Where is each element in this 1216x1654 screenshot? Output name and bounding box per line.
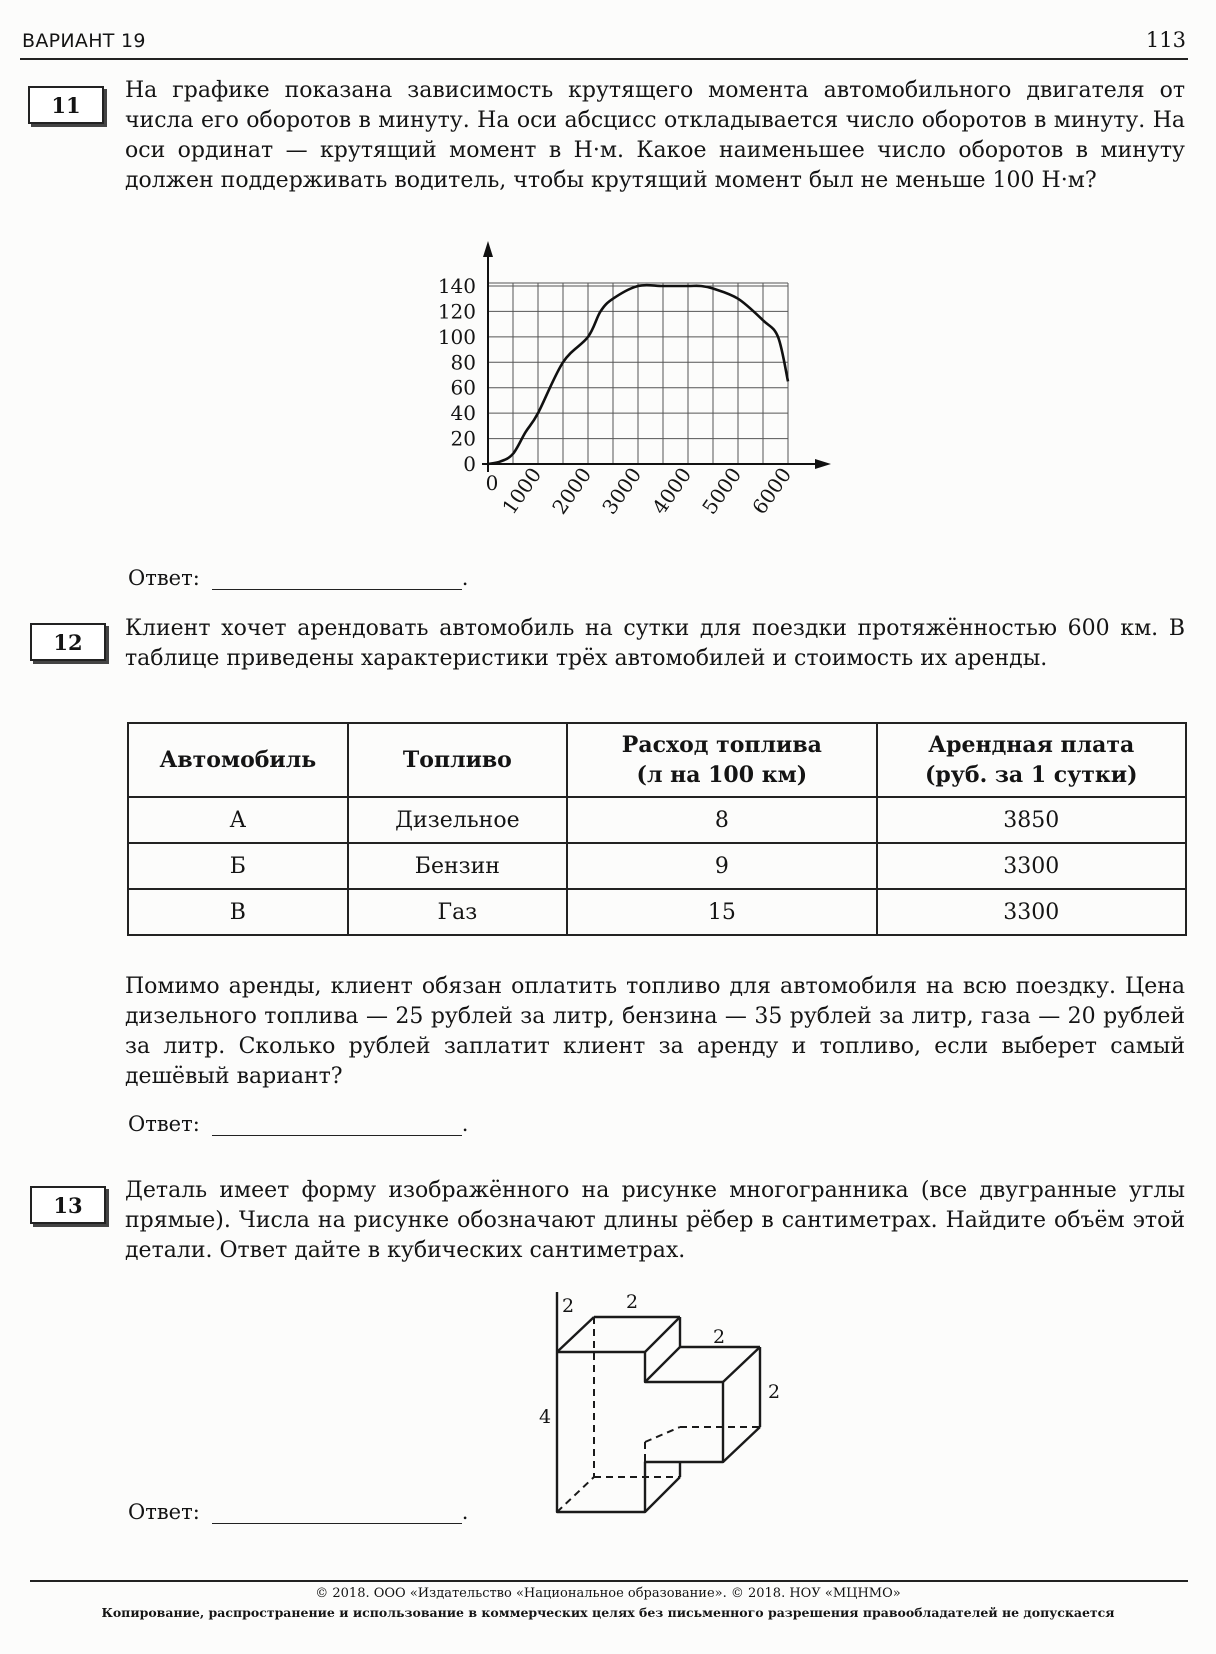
- chart-x-ticks: [486, 463, 796, 518]
- torque-chart: [0, 235, 1216, 555]
- variant-title: ВАРИАНТ 19: [22, 30, 146, 52]
- task-12-answer-field[interactable]: [212, 1113, 462, 1136]
- edge: [645, 1477, 680, 1512]
- table-cell: А: [128, 797, 348, 843]
- hidden-edge: [645, 1427, 680, 1442]
- table-row: [128, 843, 1186, 889]
- task-12-text: Клиент хочет арендовать автомобиль на сутки для поездки протяжённостью 600 км. В таблице приведены характеристики трёх автомобилей и стоимость их аренды.: [125, 616, 1185, 671]
- y-tick-label: 140: [437, 274, 476, 298]
- x-tick-label: 0: [485, 471, 499, 495]
- table-cell: 3850: [877, 797, 1186, 843]
- label-total-height: 4: [539, 1406, 552, 1428]
- task-12-number: 12: [30, 623, 106, 661]
- table-cell: В: [128, 889, 348, 935]
- x-tick-label: 6000: [747, 463, 797, 519]
- table-cell: Дизельное: [348, 797, 567, 843]
- table-cell: Б: [128, 843, 348, 889]
- table-row: [128, 889, 1186, 935]
- x-tick-label: 3000: [597, 463, 647, 519]
- hidden-edge: [557, 1477, 594, 1512]
- table-header-cell: Автомобиль: [128, 723, 348, 797]
- task-13-answer-field[interactable]: [212, 1501, 462, 1524]
- front-face-edges: [557, 1292, 726, 1512]
- table-cell: 15: [567, 889, 876, 935]
- x-axis-arrow: [815, 459, 831, 469]
- edge: [723, 1347, 760, 1382]
- y-tick-label: 80: [450, 350, 476, 375]
- edge: [723, 1427, 760, 1462]
- page-number: 113: [1145, 28, 1186, 52]
- table-header-cell: Расход топлива (л на 100 км): [567, 723, 876, 797]
- chart-y-ticks: [438, 274, 476, 476]
- table-cell: Бензин: [348, 843, 567, 889]
- table-cell: Газ: [348, 889, 567, 935]
- x-tick-label: 2000: [547, 463, 597, 519]
- rental-table: [127, 722, 1187, 936]
- table-header-cell: Топливо: [348, 723, 567, 797]
- footer-notice: Копирование, распространение и использование в коммерческих целях без письменного разрешения правообладателей не допускается: [101, 1605, 1115, 1620]
- table-header-row: [128, 723, 1186, 797]
- y-tick-label: 100: [437, 324, 476, 349]
- chart-axes: [482, 241, 831, 472]
- chart-grid: [488, 283, 788, 464]
- footer-rule: [30, 1580, 1188, 1582]
- label-side-height: 2: [768, 1381, 781, 1403]
- task-12-answer: Ответ: .: [128, 1112, 469, 1136]
- task-11-number: 11: [28, 86, 104, 124]
- task-12-text-2: Помимо аренды, клиент обязан оплатить топливо для автомобиля на всю поездку. Цена дизельного топлива — 25 рублей за литр, бензина — 35 рублей за литр, газа — 20 рублей за литр. Сколько рублей заплатит клиент за аренду и топливо, если выберет самый дешёвый вариант?: [125, 974, 1185, 1089]
- table-header-cell: Арендная плата (руб. за 1 сутки): [877, 723, 1186, 797]
- y-tick-label: 20: [450, 426, 476, 451]
- table-cell: 9: [567, 843, 876, 889]
- header-rule: [20, 58, 1188, 60]
- label-step-depth: 2: [713, 1326, 726, 1348]
- edge: [645, 1347, 680, 1382]
- edge: [557, 1317, 594, 1352]
- edge: [645, 1317, 680, 1352]
- footer-copyright: © 2018. ООО «Издательство «Национальное образование». © 2018. НОУ «МЦНМО»: [315, 1586, 901, 1601]
- task-11-answer: Ответ: .: [128, 566, 469, 590]
- y-tick-label: 60: [450, 375, 476, 400]
- table-row: [128, 797, 1186, 843]
- label-top-depth: 2: [562, 1295, 575, 1317]
- x-tick-label: 5000: [697, 463, 747, 519]
- y-tick-label: 120: [437, 299, 476, 324]
- x-tick-label: 1000: [497, 463, 547, 519]
- x-tick-label: 4000: [647, 463, 697, 519]
- y-axis-arrow: [483, 241, 493, 257]
- task-11-text: На графике показана зависимость крутящего момента автомобильного двигателя от числа его оборотов в минуту. На оси абсцисс откладывается число оборотов в минуту. На оси ординат — крутящий момент в Н·м. Какое наименьшее число оборотов в минуту должен поддерживать водитель, чтобы крутящий момент был не меньше 100 Н·м?: [125, 78, 1185, 193]
- table-cell: 3300: [877, 843, 1186, 889]
- label-top-width: 2: [626, 1291, 639, 1313]
- task-13-text: Деталь имеет форму изображённого на рисунке многогранника (все двугранные углы прямые). Числа на рисунке обозначают длины рёбер в сантиметрах. Найдите объём этой детали. Ответ дайте в кубических сантиметрах.: [125, 1178, 1185, 1263]
- y-tick-label: 40: [450, 401, 476, 426]
- table-cell: 8: [567, 797, 876, 843]
- task-13-answer: Ответ: .: [128, 1500, 469, 1524]
- y-tick-label: 0: [463, 452, 476, 476]
- task-11-answer-field[interactable]: [212, 567, 462, 590]
- task-13-number: 13: [30, 1186, 106, 1224]
- table-cell: 3300: [877, 889, 1186, 935]
